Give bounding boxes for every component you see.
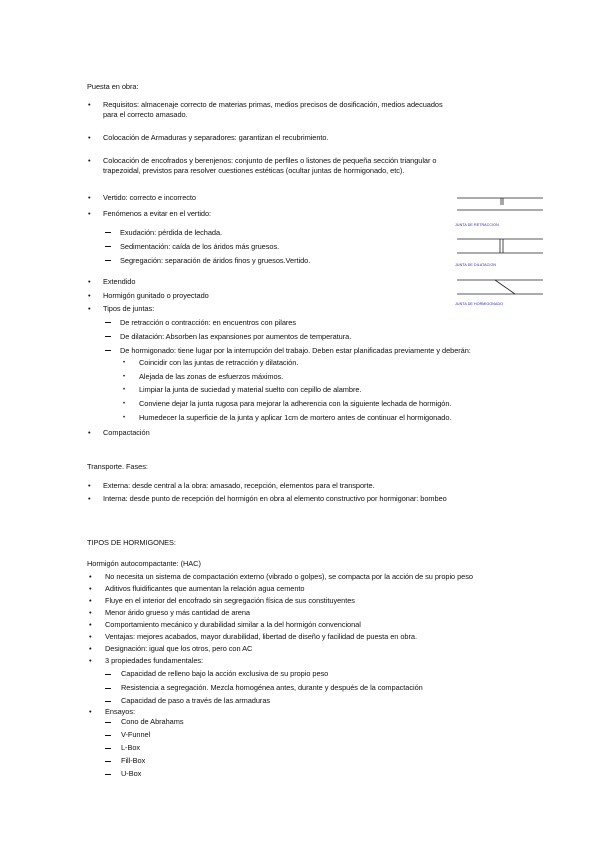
sub-list-item: Capacidad de relleno bajo la acción exclusiva de su propio peso <box>121 669 329 678</box>
list-item: Extendido <box>103 277 136 286</box>
sub-list-item: Sedimentación: caída de los áridos más gruesos. <box>120 242 280 251</box>
list-item: Menor árido grueso y más cantidad de arena <box>105 608 250 617</box>
bullet-dot: • <box>88 291 91 300</box>
bullet-dot: • <box>88 494 91 503</box>
bullet-dot: • <box>89 656 92 665</box>
junta-hormigonado-diagram <box>455 277 545 299</box>
list-item: Tipos de juntas: <box>103 304 155 313</box>
list-item: Interna: desde punto de recepción del hormigón en obra al elemento constructivo por hormigonar: bombeo <box>103 494 447 503</box>
junta-dilatacion-label: JUNTA DE DILATACION <box>455 263 497 267</box>
dash-marker <box>105 232 111 233</box>
dash-marker <box>105 701 111 702</box>
sub-sub-list-item: Humedecer la superficie de la junta y aplicar 1cm de mortero antes de continuar el hormigonado. <box>139 413 452 422</box>
sub-sub-list-item: Coincidir con las juntas de retracción y dilatación. <box>139 358 299 367</box>
sub-sub-list-item: Alejada de las zonas de esfuerzos máximos. <box>139 372 284 381</box>
bullet-dot: • <box>89 644 92 653</box>
bullet-dot: • <box>88 193 91 202</box>
sub-sub-list-item: Limpiar la junta de suciedad y material suelto con cepillo de alambre. <box>139 385 362 394</box>
junta-retraccion-label: JUNTA DE RETRACCION <box>455 223 499 227</box>
list-item: Hormigón gunitado o proyectado <box>103 291 209 300</box>
dash-marker <box>105 336 111 337</box>
sub-list-item: Segregación: separación de áridos finos y gruesos.Vertido. <box>120 256 311 265</box>
ensayo-item: U-Box <box>121 769 142 778</box>
bullet-dot: • <box>89 584 92 593</box>
ensayo-item: Cono de Abrahams <box>121 717 184 726</box>
section-heading-tipos: TIPOS DE HORMIGONES: <box>87 538 176 547</box>
bullet-dot: • <box>88 156 91 165</box>
bullet-dot: • <box>88 209 91 218</box>
list-item: Fenómenos a evitar en el vertido: <box>103 209 212 218</box>
bullet-dot: • <box>89 572 92 581</box>
bullet-dot: • <box>89 707 92 716</box>
list-item: Vertido: correcto e incorrecto <box>103 193 196 202</box>
dash-marker <box>105 761 111 762</box>
list-item: Designación: igual que los otros, pero con AC <box>105 644 253 653</box>
dash-marker <box>105 246 111 247</box>
dash-marker <box>105 322 111 323</box>
bullet-dot: • <box>88 133 91 142</box>
dash-marker <box>105 722 111 723</box>
subsection-heading-hac: Hormigón autocompactante: (HAC) <box>87 559 201 568</box>
bullet-dot-small: • <box>123 401 126 407</box>
list-item: 3 propiedades fundamentales: <box>105 656 204 665</box>
list-item: Requisitos: almacenaje correcto de materias primas, medios precisos de dosificación, medios adecuados para el correcto amasado. <box>103 100 443 119</box>
bullet-dot-small: • <box>123 360 126 366</box>
dash-marker <box>105 350 111 351</box>
sub-list-item: De hormigonado: tiene lugar por la interrupción del trabajo. Deben estar planificadas previamente y deberán: <box>120 346 471 355</box>
section-heading-puesta: Puesta en obra: <box>87 82 139 91</box>
ensayo-item: V-Funnel <box>121 730 151 739</box>
bullet-dot: • <box>89 596 92 605</box>
bullet-dot: • <box>89 620 92 629</box>
bullet-dot: • <box>88 277 91 286</box>
bullet-dot: • <box>89 608 92 617</box>
dash-marker <box>105 735 111 736</box>
list-item: Colocación de encofrados y berenjenos: conjunto de perfiles o listones de pequeña sección triangular o trapezoidal, previstos para resolver cuestiones estéticas (ocultar juntas de hormigonado, etc). <box>103 156 437 175</box>
bullet-dot: • <box>89 632 92 641</box>
list-item: Compactación <box>103 428 150 437</box>
junta-hormigonado-label: JUNTA DE HORMIGONADO <box>455 302 504 306</box>
sub-list-item: Capacidad de paso a través de las armaduras <box>121 696 271 705</box>
junta-dilatacion-diagram <box>455 236 545 258</box>
dash-marker <box>105 688 111 689</box>
sub-list-item: Exudación: pérdida de lechada. <box>120 228 223 237</box>
list-item: Aditivos fluidificantes que aumentan la relación agua cemento <box>105 584 305 593</box>
list-item: Externa: desde central a la obra: amasado, recepción, elementos para el transporte. <box>103 481 375 490</box>
bullet-dot: • <box>88 100 91 109</box>
list-item: No necesita un sistema de compactación externo (vibrado o golpes), se compacta por la acción de su propio peso <box>105 572 473 581</box>
ensayo-item: L-Box <box>121 743 141 752</box>
bullet-dot-small: • <box>123 387 126 393</box>
bullet-dot-small: • <box>123 374 126 380</box>
sub-list-item: Resistencia a segregación. Mezcla homogénea antes, durante y después de la compactación <box>121 683 423 692</box>
dash-marker <box>105 260 111 261</box>
dash-marker <box>105 674 111 675</box>
dash-marker <box>105 748 111 749</box>
list-item: Ventajas: mejores acabados, mayor durabilidad, libertad de diseño y facilidad de puesta en obra. <box>105 632 417 641</box>
list-item: Colocación de Armaduras y separadores: garantizan el recubrimiento. <box>103 133 329 142</box>
junta-retraccion-diagram <box>455 196 545 216</box>
sub-sub-list-item: Conviene dejar la junta rugosa para mejorar la adherencia con la siguiente lechada de hormigón. <box>139 399 452 408</box>
ensayo-item: Fill-Box <box>121 756 146 765</box>
sub-list-item: De dilatación: Absorben las expansiones por aumentos de temperatura. <box>120 332 352 341</box>
list-item: Fluye en el interior del encofrado sin segregación física de sus constituyentes <box>105 596 355 605</box>
bullet-dot: • <box>88 428 91 437</box>
dash-marker <box>105 774 111 775</box>
bullet-dot: • <box>88 304 91 313</box>
bullet-dot: • <box>88 481 91 490</box>
section-heading-transporte: Transporte. Fases: <box>87 462 148 471</box>
list-item: Comportamiento mecánico y durabilidad similar a la del hormigón convencional <box>105 620 361 629</box>
sub-list-item: De retracción o contracción: en encuentros con pilares <box>120 318 297 327</box>
list-item: Ensayos: <box>105 707 135 716</box>
bullet-dot-small: • <box>123 415 126 421</box>
